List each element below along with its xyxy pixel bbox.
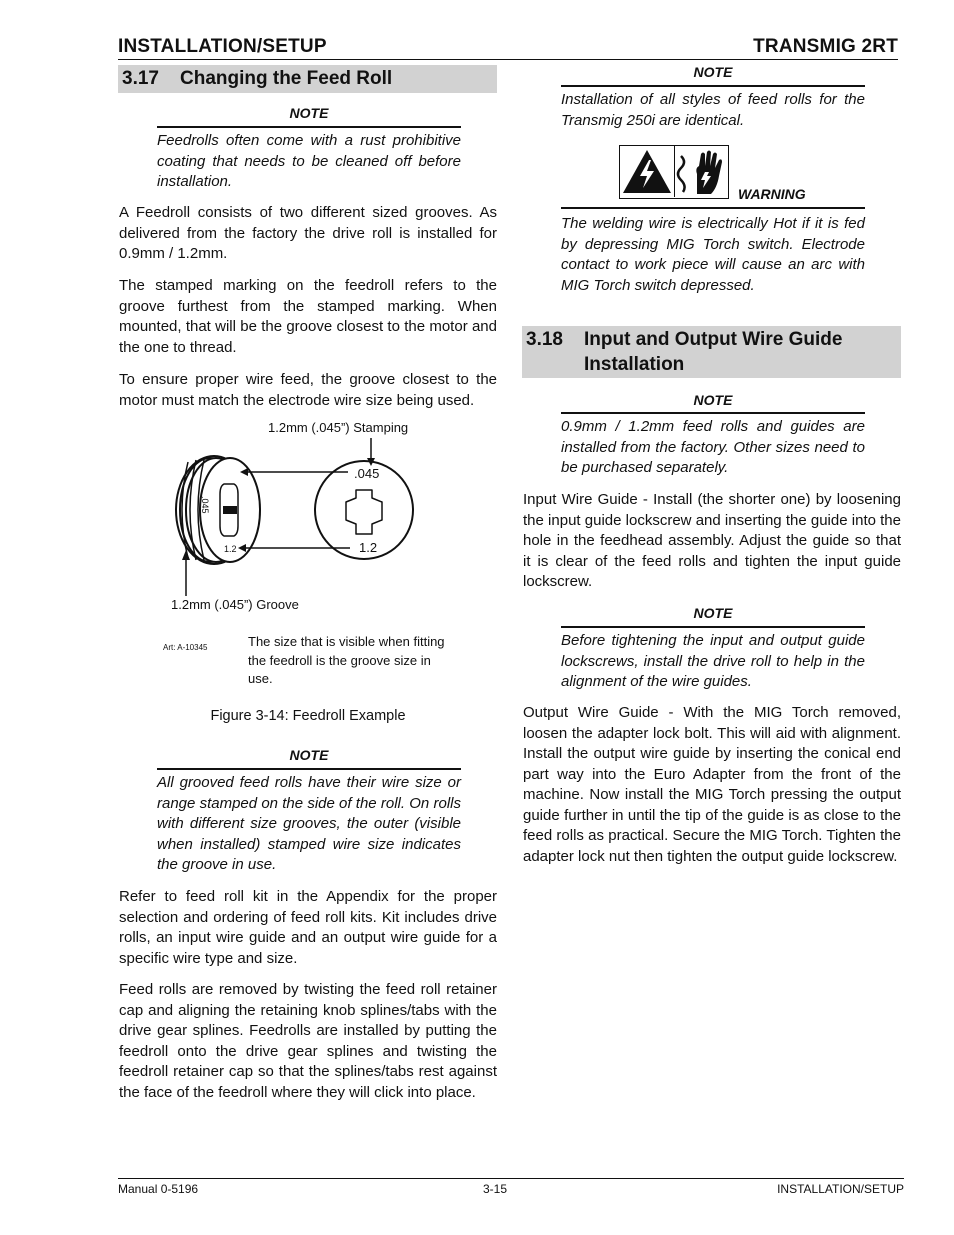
note-rule <box>157 768 461 770</box>
note-body: 0.9mm / 1.2mm feed rolls and guides are installed from the factory. Other sizes need to be purchased separately. <box>561 418 865 476</box>
note-rule <box>561 626 865 628</box>
warning-body: The welding wire is electrically Hot if it is fed by depressing MIG Torch switch. Electrode contact to work piece will cause an arc with MIG Torch switch depressed. <box>561 215 865 294</box>
figure-caption: Figure 3-14: Feedroll Example <box>210 708 406 724</box>
warning-title: WARNING <box>738 186 806 202</box>
header-product-title: TRANSMIG 2RT <box>753 36 898 57</box>
footer-page-number: 3-15 <box>482 1182 508 1196</box>
note-rule <box>561 412 865 414</box>
electric-shock-icon <box>620 146 675 197</box>
paragraph: The stamped marking on the feedroll refers to the groove furthest from the stamped marking. When mounted, that will be the groove closest to the motor and the one to thread. <box>119 277 497 356</box>
section-title-line1: Input and Output Wire Guide <box>584 329 843 350</box>
figure-art-id: Art: A-10345 <box>163 643 208 652</box>
header-section-title: INSTALLATION/SETUP <box>118 36 327 57</box>
header-rule <box>118 59 898 60</box>
paragraph: Input Wire Guide - Install (the shorter one) by loosening the input guide lockscrew and inserting the guide into the hole in the feedhead assembly. Adjust the guide so that it is clear of the feed rolls and tighten the input guide lockscrew. <box>523 491 901 590</box>
section-number: 3.17 <box>122 68 159 89</box>
footer-rule <box>118 1178 904 1179</box>
note-body: Before tightening the input and output guide lockscrews, install the drive roll to help in the alignment of the wire guides. <box>561 632 865 690</box>
note-title: NOTE <box>289 747 329 763</box>
paragraph: To ensure proper wire feed, the groove closest to the motor must match the electrode wire size being used. <box>119 371 497 409</box>
note-rule <box>561 85 865 87</box>
paragraph: A Feedroll consists of two different sized grooves. As delivered from the factory the drive roll is installed for 0.9mm / 1.2mm. <box>119 204 497 262</box>
hand-shock-icon <box>675 146 729 197</box>
note-rule <box>157 126 461 128</box>
paragraph: Feed rolls are removed by twisting the feed roll retainer cap and aligning the retaining knob splines/tabs with the drive gear splines. Feedrolls are installed by putting the feedroll onto the drive gear splines and twisting the feedroll retainer cap so that the splines/tabs rest against the face of the feedroll where they will click into place. <box>119 981 497 1101</box>
warning-rule <box>561 207 865 209</box>
figure-stamping-label: 1.2mm (.045”) Stamping <box>268 420 409 435</box>
section-number: 3.18 <box>526 329 563 350</box>
note-title: NOTE <box>693 605 733 621</box>
section-title-line2: Installation <box>584 354 685 375</box>
paragraph: Refer to feed roll kit in the Appendix for the proper selection and ordering of feed roll kits. Kit includes drive rolls, an input wire guide and an output wire guide for a specific wire type and size. <box>119 888 497 967</box>
feedroll-diagram <box>168 438 428 598</box>
section-3-18-heading <box>522 326 901 378</box>
footer-manual-number: Manual 0-5196 <box>118 1182 199 1196</box>
side-mark-bottom: 1.2 <box>224 544 237 554</box>
note-title: NOTE <box>693 64 733 80</box>
figure-groove-label: 1.2mm (.045”) Groove <box>171 597 299 612</box>
note-body: Installation of all styles of feed rolls for the Transmig 250i are identical. <box>561 91 865 129</box>
warning-icons <box>619 145 729 199</box>
note-title: NOTE <box>693 392 733 408</box>
note-title: NOTE <box>289 105 329 121</box>
side-mark-top: .045 <box>200 496 210 514</box>
section-3-17-heading <box>118 65 497 93</box>
note-body: All grooved feed rolls have their wire size or range stamped on the side of the roll. On rolls with different size grooves, the outer (visible when installed) stamped wire size indicates the groove in use. <box>157 774 461 873</box>
note-body: Feedrolls often come with a rust prohibitive coating that needs to be cleaned off before installation. <box>157 132 461 190</box>
footer-section-name: INSTALLATION/SETUP <box>777 1182 904 1196</box>
figure-side-note: The size that is visible when fitting the feedroll is the groove size in use. <box>248 634 445 686</box>
paragraph: Output Wire Guide - With the MIG Torch removed, loosen the adapter lock bolt. This will aid with alignment. Install the output wire guide by inserting the conical end part way into the Euro Adapter from the front of the machine. Now install the MIG Torch pressing the output guide further in until the tip of the guide is as close to the feed rolls as practical. Secure the MIG Torch. Tighten the adapter lock nut then tighten the output guide lockscrew. <box>523 704 901 865</box>
roll-mark-bottom: 1.2 <box>359 540 378 555</box>
section-title: Changing the Feed Roll <box>180 68 393 89</box>
roll-mark-top: .045 <box>354 466 380 481</box>
